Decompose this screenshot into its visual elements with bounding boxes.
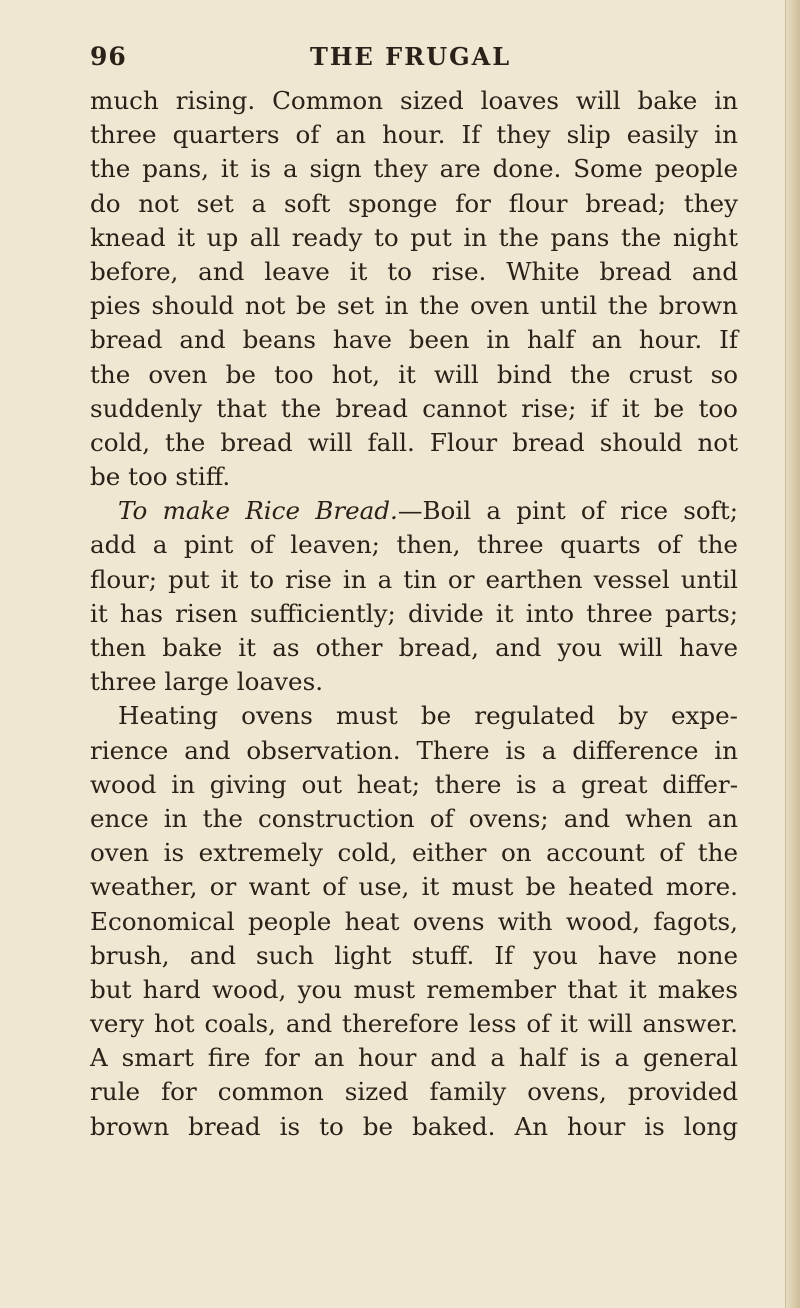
text-line: do not set a soft sponge for flour bread; they <box>90 188 738 218</box>
text-line: the pans, it is a sign they are done. Some people <box>90 154 738 184</box>
text-line: cold, the bread will fall. Flour bread should not <box>90 427 738 457</box>
text-line: brown bread is to be baked. An hour is long <box>90 1111 738 1141</box>
text-line: three quarters of an hour. If they slip easily in <box>90 120 738 150</box>
rice-bread-heading: To make Rice Bread. <box>118 496 398 526</box>
text-line: but hard wood, you must remember that it makes <box>90 974 738 1004</box>
text-line: Heating ovens must be regulated by expe- <box>118 701 738 731</box>
text-line: it has risen sufficiently; divide it into three parts; <box>90 598 738 628</box>
running-head: THE FRUGAL <box>310 42 512 71</box>
text-line: then bake it as other bread, and you will have <box>90 633 738 662</box>
text-line: pies should not be set in the oven until the brown <box>90 291 738 321</box>
text-line: rule for common sized family ovens, provided <box>90 1077 738 1107</box>
text-line: wood in giving out heat; there is a great differ- <box>90 769 738 799</box>
text-line: much rising. Common sized loaves will bake in <box>90 86 738 115</box>
text-line: before, and leave it to rise. White bread and <box>90 256 738 286</box>
text-line: the oven be too hot, it will bind the crust so <box>90 359 738 389</box>
text-line: add a pint of leaven; then, three quarts of the <box>90 530 738 560</box>
text-line: weather, or want of use, it must be heated more. <box>90 872 738 902</box>
text-line: brush, and such light stuff. If you have none <box>90 940 738 970</box>
text-line: Economical people heat ovens with wood, fagots, <box>90 906 738 936</box>
text-line: ence in the construction of ovens; and when an <box>90 803 738 833</box>
text-line: three large loaves. <box>90 667 324 697</box>
text-line: knead it up all ready to put in the pans the night <box>90 222 738 252</box>
page-edge <box>785 0 800 1308</box>
page-number: 96 <box>90 42 127 71</box>
text-line: flour; put it to rise in a tin or earthen vessel until <box>90 564 738 594</box>
rice-bread-first-text: —Boil a pint of rice soft; <box>397 496 738 526</box>
rice-bread-first-line <box>90 494 738 528</box>
text-line: bread and beans have been in half an hour. If <box>90 325 738 355</box>
text-line: very hot coals, and therefore less of it will answer. <box>90 1009 738 1039</box>
text-line: A smart fire for an hour and a half is a general <box>90 1043 738 1073</box>
text-line: oven is extremely cold, either on account of the <box>90 838 738 868</box>
text-line: suddenly that the bread cannot rise; if it be too <box>90 393 738 423</box>
text-line: rience and observation. There is a difference in <box>90 735 738 765</box>
page-header <box>90 42 740 82</box>
body-text <box>90 84 738 1144</box>
text-line: be too stiff. <box>90 462 231 492</box>
